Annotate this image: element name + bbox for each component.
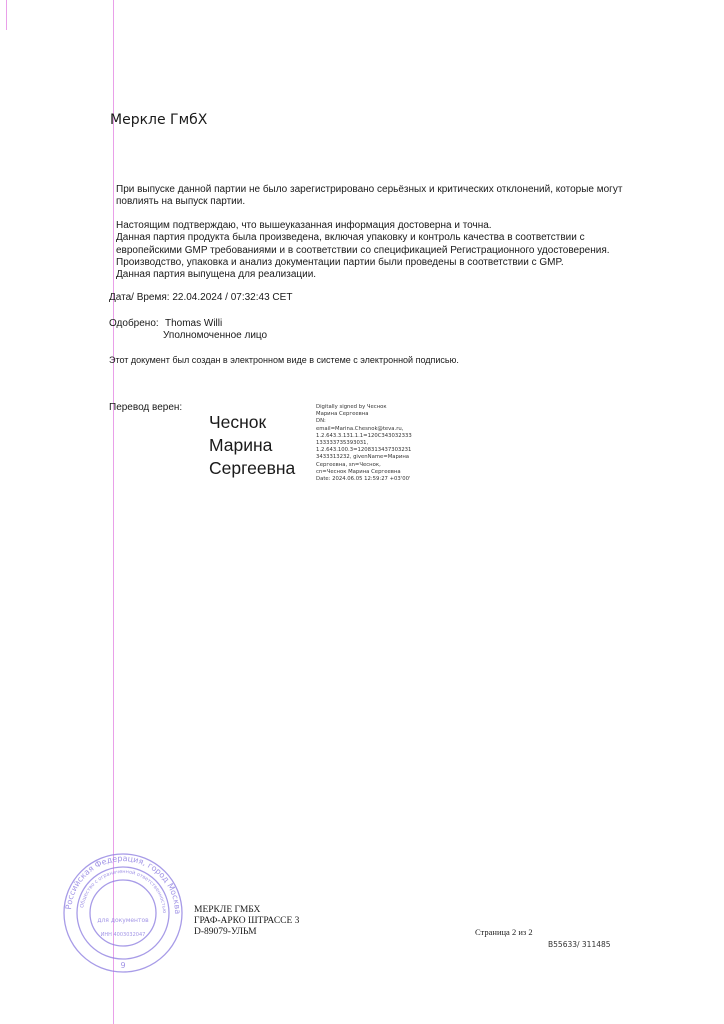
text-line: Сергеевна	[209, 458, 296, 478]
text-line: европейскими GMP требованиями и в соответствии со спецификацией Регистрационного удостоверения.	[116, 244, 610, 256]
text-line: МЕРКЛЕ ГМБХ	[194, 905, 261, 915]
text-line: 133333735393031,	[316, 440, 369, 447]
text-line: Настоящим подтверждаю, что вышеуказанная информация достоверна и точна.	[116, 220, 492, 231]
datetime: Дата/ Время: 22.04.2024 / 07:32:43 CET	[109, 292, 293, 303]
text-line: Марина Сергеевна	[316, 411, 369, 418]
stamp-number: 9	[120, 961, 126, 970]
electronic-note: Этот документ был создан в электронном виде в системе с электронной подписью.	[109, 355, 459, 365]
signature-metadata	[316, 404, 412, 483]
translation-label: Перевод верен:	[109, 402, 183, 413]
approved-role: Уполномоченное лицо	[163, 330, 268, 341]
text-line: 3433313232, givenName=Марина	[316, 454, 410, 461]
text-line: 1.2.643.3.131.1.1=120C343032333	[316, 432, 412, 439]
text-line: Данная партия выпущена для реализации.	[116, 269, 317, 281]
text-line: ГРАФ-АРКО ШТРАССЕ 3	[194, 916, 300, 926]
text-line: Сергеевна, sn=Чеснок,	[316, 461, 381, 468]
text-line: Данная партия продукта была произведена, включая упаковку и контроль качества в соответствии с	[116, 232, 585, 244]
company-title: Меркле ГмбХ	[110, 112, 208, 128]
text-line: При выпуске данной партии не было зарегистрировано серьёзных и критических отклонений, которые могут	[116, 184, 623, 195]
text-line: 1.2.643.100.3=1208313437303231	[316, 447, 412, 454]
page-number: Страница 2 из 2	[475, 927, 533, 937]
paragraph-deviations	[116, 184, 622, 209]
stamp-center-text: для документов	[97, 917, 149, 924]
text-line: повлиять на выпуск партии.	[116, 196, 246, 208]
stamp-seal	[62, 852, 184, 974]
stamp-outer-text: Российская Федерация, город Москва	[64, 853, 183, 915]
text-line: Производство, упаковка и анализ документации партии были проведены в соответствии с GMP.	[116, 256, 564, 268]
text-line: D-89079-УЛЬМ	[194, 927, 257, 937]
footer-address	[194, 905, 299, 938]
approved-label: Одобрено:	[109, 318, 159, 329]
stamp-inn: ИНН 4003032047	[100, 932, 146, 938]
stamp-inner-text: Общество с ограниченной ответственностью	[79, 868, 168, 914]
text-line: email=Marina.Chesnok@teva.ru,	[316, 425, 404, 432]
text-line: DN:	[316, 418, 326, 425]
signature-name	[209, 411, 295, 480]
text-line: Марина	[209, 435, 273, 455]
text-line: cn=Чеснок Марина Сергеевна	[316, 468, 401, 475]
margin-mark	[6, 0, 7, 30]
text-line: Digitally signed by Чеснок	[316, 404, 387, 410]
paragraph-confirmation	[116, 220, 610, 281]
document-code: B55633/ 311485	[548, 940, 611, 949]
text-line: Чеснок	[209, 412, 267, 432]
approved-name: Thomas Willi	[165, 318, 223, 329]
text-line: Date: 2024.06.05 12:59:27 +03'00'	[316, 476, 411, 483]
